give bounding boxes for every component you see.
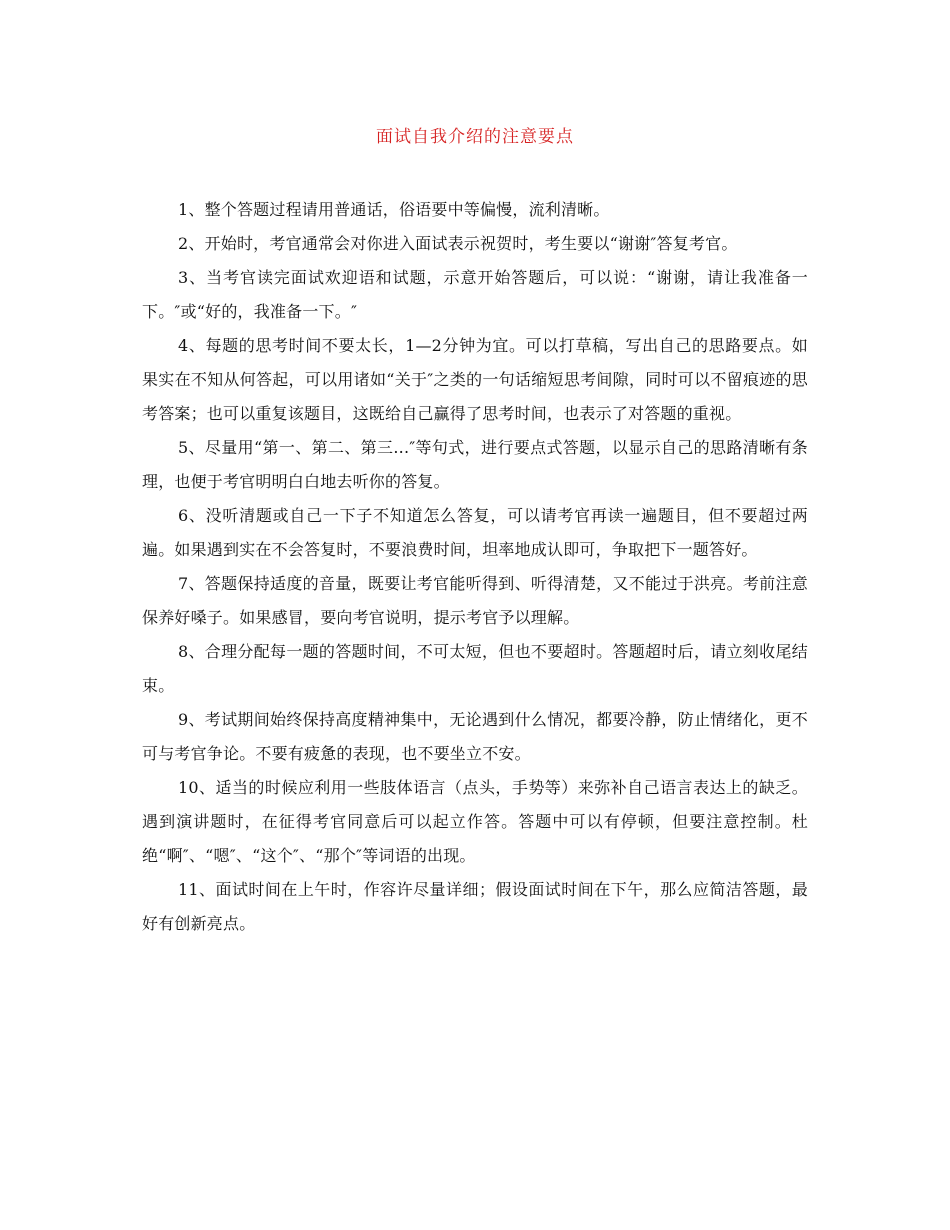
paragraph-11: 11、面试时间在上午时，作容许尽量详细；假设面试时间在下午，那么应简洁答题，最好有创新亮点。 xyxy=(142,880,808,933)
paragraph-8: 8、合理分配每一题的答题时间，不可太短，但也不要超时。答题超时后，请立刻收尾结束。 xyxy=(142,642,808,695)
paragraph-3: 3、当考官读完面试欢迎语和试题，示意开始答题后，可以说：“谢谢，请让我准备一下。″或“好的，我准备一下。″ xyxy=(142,268,808,321)
paragraph-4: 4、每题的思考时间不要太长，1—2分钟为宜。可以打草稿，写出自己的思路要点。如果实在不知从何答起，可以用诸如“关于″之类的一句话缩短思考间隙，同时可以不留痕迹的思考答案；也可以重复该题目，这既给自己赢得了思考时间，也表示了对答题的重视。 xyxy=(142,336,808,423)
paragraph-2: 2、开始时，考官通常会对你进入面试表示祝贺时，考生要以“谢谢″答复考官。 xyxy=(178,234,738,253)
paragraph-1: 1、整个答题过程请用普通话，俗语要中等偏慢，流利清晰。 xyxy=(178,200,610,219)
paragraph-5: 5、尽量用“第一、第二、第三...″等句式，进行要点式答题，以显示自己的思路清晰有条理，也便于考官明明白白地去听你的答复。 xyxy=(142,438,808,491)
document-body xyxy=(142,193,808,941)
paragraph-9: 9、考试期间始终保持高度精神集中，无论遇到什么情况，都要冷静，防止情绪化，更不可与考官争论。不要有疲惫的表现，也不要坐立不安。 xyxy=(142,710,808,763)
paragraph-10: 10、适当的时候应利用一些肢体语言（点头，手势等）来弥补自己语言表达上的缺乏。遇到演讲题时，在征得考官同意后可以起立作答。答题中可以有停顿，但要注意控制。杜绝“啊″、“嗯″、“这个″、“那个″等词语的出现。 xyxy=(142,778,808,865)
paragraph-7: 7、答题保持适度的音量，既要让考官能听得到、听得清楚，又不能过于洪亮。考前注意保养好嗓子。如果感冒，要向考官说明，提示考官予以理解。 xyxy=(142,574,808,627)
document-title: 面试自我介绍的注意要点 xyxy=(376,127,574,147)
paragraph-6: 6、没听清题或自己一下子不知道怎么答复，可以请考官再读一遍题目，但不要超过两遍。如果遇到实在不会答复时，不要浪费时间，坦率地成认即可，争取把下一题答好。 xyxy=(142,506,808,559)
